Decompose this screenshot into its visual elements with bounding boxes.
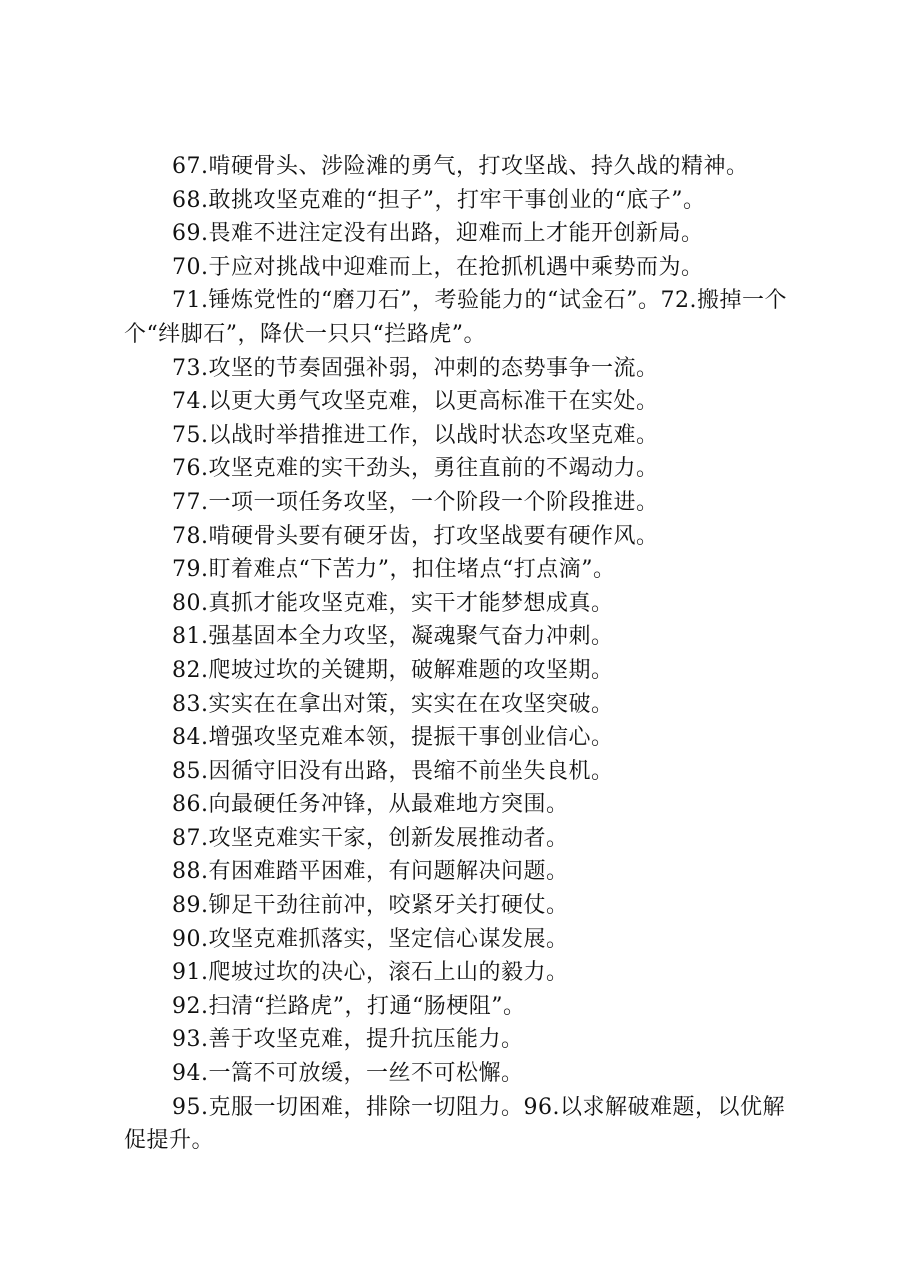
slogan-line-71-72: 71.锤炼党性的“磨刀石”，考验能力的“试金石”。72.搬掉一个个“绊脚石”，降伏一只只“拦路虎”。 bbox=[124, 288, 787, 347]
slogan-line-91: 91.爬坡过坎的决心，滚石上山的毅力。 bbox=[172, 960, 569, 986]
slogan-line-82: 82.爬坡过坎的关键期，破解难题的攻坚期。 bbox=[172, 657, 614, 683]
slogan-line-68: 68.敢挑攻坚克难的“担子”，打牢干事创业的“底子”。 bbox=[172, 187, 706, 213]
slogan-line-73: 73.攻坚的节奏固强补弱，冲刺的态势事争一流。 bbox=[172, 355, 659, 381]
slogan-line-80: 80.真抓才能攻坚克难，实干才能梦想成真。 bbox=[172, 590, 614, 616]
slogan-line-86: 86.向最硬任务冲锋，从最难地方突围。 bbox=[172, 792, 569, 818]
slogan-line-94: 94.一篙不可放缓，一丝不可松懈。 bbox=[172, 1061, 524, 1087]
slogan-line-69: 69.畏难不进注定没有出路，迎难而上才能开创新局。 bbox=[172, 221, 704, 247]
slogan-line-81: 81.强基固本全力攻坚，凝魂聚气奋力冲刺。 bbox=[172, 624, 614, 650]
slogan-line-77: 77.一项一项任务攻坚，一个阶段一个阶段推进。 bbox=[172, 489, 659, 515]
slogan-line-93: 93.善于攻坚克难，提升抗压能力。 bbox=[172, 1027, 524, 1053]
slogan-line-85: 85.因循守旧没有出路，畏缩不前坐失良机。 bbox=[172, 758, 614, 784]
slogan-line-89: 89.铆足干劲往前冲，咬紧牙关打硬仗。 bbox=[172, 893, 569, 919]
slogan-line-84: 84.增强攻坚克难本领，提振干事创业信心。 bbox=[172, 725, 614, 751]
slogan-line-78: 78.啃硬骨头要有硬牙齿，打攻坚战要有硬作风。 bbox=[172, 523, 659, 549]
slogan-line-83: 83.实实在在拿出对策，实实在在攻坚突破。 bbox=[172, 691, 614, 717]
slogan-line-75: 75.以战时举措推进工作，以战时状态攻坚克难。 bbox=[172, 422, 659, 448]
slogan-line-67: 67.啃硬骨头、涉险滩的勇气，打攻坚战、持久战的精神。 bbox=[172, 154, 749, 179]
document-body bbox=[124, 150, 796, 1158]
slogan-line-90: 90.攻坚克难抓落实，坚定信心谋发展。 bbox=[172, 926, 569, 952]
slogan-line-92: 92.扫清“拦路虎”，打通“肠梗阻”。 bbox=[172, 993, 526, 1019]
slogan-line-87: 87.攻坚克难实干家，创新发展推动者。 bbox=[172, 825, 569, 851]
slogan-line-88: 88.有困难踏平困难，有问题解决问题。 bbox=[172, 859, 569, 885]
slogan-line-76: 76.攻坚克难的实干劲头，勇往直前的不竭动力。 bbox=[172, 456, 659, 482]
slogan-line-79: 79.盯着难点“下苦力”，扣住堵点“打点滴”。 bbox=[172, 557, 616, 583]
slogan-line-74: 74.以更大勇气攻坚克难，以更高标准干在实处。 bbox=[172, 389, 659, 415]
slogan-line-70: 70.于应对挑战中迎难而上，在抢抓机遇中乘势而为。 bbox=[172, 254, 704, 280]
slogan-line-95-96: 95.克服一切困难，排除一切阻力。96.以求解破难题，以优解促提升。 bbox=[124, 1094, 785, 1154]
